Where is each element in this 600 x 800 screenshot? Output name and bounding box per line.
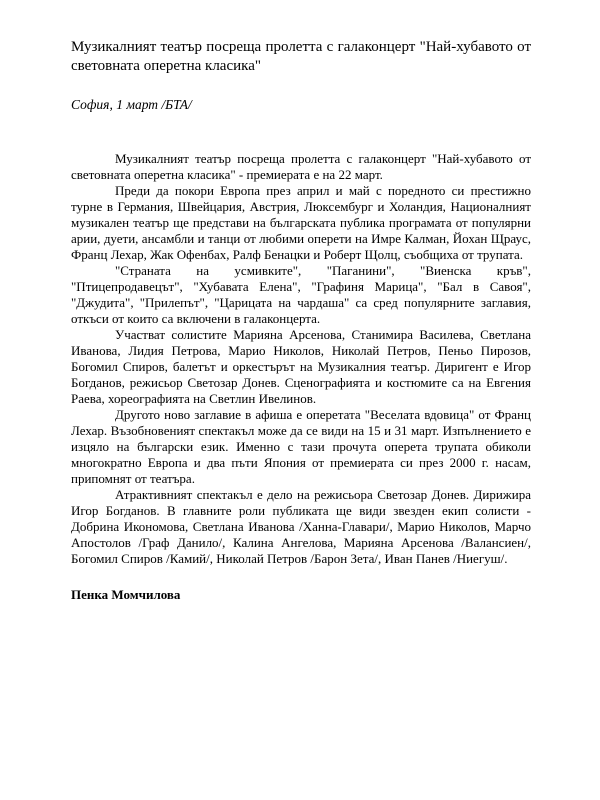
article-author: Пенка Момчилова (71, 587, 181, 602)
article-paragraph: Участват солистите Марияна Арсенова, Станимира Василева, Светлана Иванова, Лидия Петрова, Марио Николов, Николай Петров, Пеньо Пирозов, Богомил Спиров, балетът и оркестърът на Музикалния театър. Диригент е Игор Богданов, режисьор Светозар Донев. Сценографията и костюмите са на Евгения Раева, хореографията на Светлин Ивелинов. (71, 327, 531, 406)
article-paragraph: "Страната на усмивките", "Паганини", "Виенска кръв", "Птицепродавецът", "Хубавата Елена", "Графиня Марица", "Бал в Савоя", "Джудита", "Прилепът", "Царицата на чардаша" са сред популярните заглавия, откъси от които са включени в галаконцерта. (71, 263, 531, 326)
article-title: Музикалният театър посреща пролетта с галаконцерт "Най-хубавото от световната оперетна класика" (71, 39, 531, 74)
article-paragraph: Другото ново заглавие в афиша е оперетата "Веселата вдовица" от Франц Лехар. Възобновеният спектакъл може да се види на 15 и 31 март. Изпълнението е изцяло на български език. Именно с тази прочута оперета трупата обиколи многократно Европа и два пъти Япония от премиерата си през 2000 г. насам, припомнят от театъра. (71, 407, 531, 486)
document-page (71, 38, 531, 603)
article-body (71, 151, 531, 567)
article-dateline: София, 1 март /БТА/ (71, 97, 192, 112)
article-paragraph: Атрактивният спектакъл е дело на режисьора Светозар Донев. Дирижира Игор Богданов. В главните роли публиката ще види звезден екип солисти - Добрина Икономова, Светлана Иванова /Ханна-Главари/, Марио Николов, Марчо Апостолов /Граф Данило/, Калина Ангелова, Марияна Арсенова /Валансиен/, Богомил Спиров /Камий/, Николай Петров /Барон Зета/, Иван Панев /Ниегуш/. (71, 487, 531, 566)
article-paragraph: Преди да покори Европа през април и май с поредното си престижно турне в Германия, Швейцария, Австрия, Люксембург и Холандия, Националният музикален театър ще представи на българската публика програмата от популярни арии, дуети, ансамбли и танци от любими оперети на Имре Калман, Йохан Щраус, Франц Лехар, Жак Офенбах, Ралф Бенацки и Роберт Щолц, съобщиха от трупата. (71, 183, 531, 262)
article-paragraph: Музикалният театър посреща пролетта с галаконцерт "Най-хубавото от световната оперетна класика" - премиерата е на 22 март. (71, 151, 531, 182)
